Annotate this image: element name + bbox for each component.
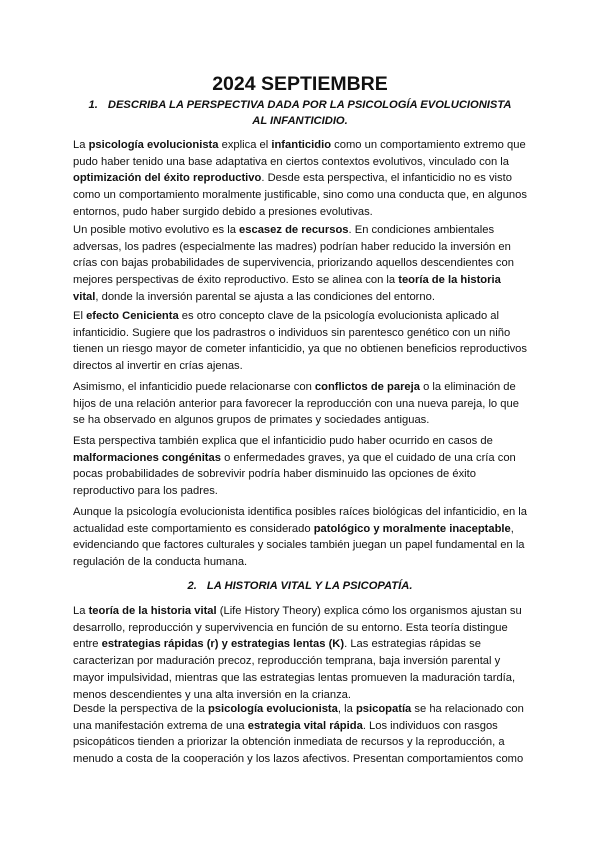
paragraph-3 — [73, 308, 527, 375]
text: Desde la perspectiva de la — [73, 703, 208, 715]
paragraph-5 — [73, 433, 527, 500]
text: La — [73, 605, 89, 617]
text: , donde la inversión parental se ajusta a las condiciones del entorno. — [95, 290, 435, 303]
text: La — [73, 139, 89, 151]
paragraph-1 — [73, 137, 527, 221]
bold-term: efecto Cenicienta — [86, 310, 179, 322]
section-1-title-part-1: DESCRIBA LA PERSPECTIVA DADA POR LA PSICOLOGÍA EVOLUCIONISTA — [107, 99, 512, 111]
bold-term: patológico y moralmente inaceptable — [313, 522, 511, 535]
page-title: 2024 SEPTIEMBRE — [212, 73, 388, 95]
text: , la — [337, 703, 356, 715]
bold-term: teoría de la historia vital — [88, 605, 217, 617]
paragraph-2 — [73, 222, 527, 306]
text: o la eliminación de hijos de una relación anterior para favorecer la reproducción con una nueva pareja, lo que se ha observado en algunos grupos de primates y sociedades antiguas. — [73, 381, 519, 427]
bold-term: estrategias rápidas (r) y estrategias lentas (K) — [101, 638, 345, 651]
text: Esta perspectiva también explica que el infanticidio pudo haber ocurrido en casos de — [73, 435, 493, 447]
text: se ha relacionado con una manifestación extrema de una — [73, 703, 524, 732]
bold-term: escasez de recursos — [239, 224, 349, 236]
text: es otro concepto clave de la psicología evolucionista aplicado al infanticidio. Sugiere que los padrastros o individuos sin parentesco genético con un niño tienen un riesgo mayor de cometer infanticidio, ya que no obtienen beneficios reproductivos directos al invertir en crías ajenas. — [73, 310, 527, 373]
section-1-heading-line-1 — [60, 97, 540, 113]
paragraph-8 — [73, 701, 527, 768]
bold-term: infanticidio — [271, 139, 332, 151]
text: Un posible motivo evolutivo es la — [73, 224, 240, 236]
section-2-number: 2. — [187, 580, 197, 592]
text: El — [73, 310, 87, 322]
text: . En condiciones ambientales adversas, los padres (especialmente las madres) podrían haber reducido la inversión en crías con bajas probabilidades de supervivencia, priorizando aquellos descendientes con mejores perspectivas de éxito reproductivo. Esto se alinea con la — [73, 224, 514, 287]
paragraph-6 — [73, 504, 527, 571]
bold-term: malformaciones congénitas — [73, 451, 221, 464]
bold-term: estrategia vital rápida — [247, 719, 363, 732]
section-1-number: 1. — [88, 99, 98, 111]
text: . Desde esta perspectiva, el infanticidio no es visto como un comportamiento moralmente justificable, sino como una conducta que, en algunos entornos, pudo haber surgido debido a presiones evolutivas. — [73, 172, 527, 218]
section-2-title: LA HISTORIA VITAL Y LA PSICOPATÍA. — [206, 580, 413, 592]
section-2-heading — [60, 578, 540, 594]
paragraph-7 — [73, 603, 527, 703]
section-1-title-part-2: AL INFANTICIDIO. — [252, 115, 348, 127]
paragraph-4 — [73, 379, 527, 429]
bold-term: teoría de la historia vital — [73, 274, 501, 303]
text: o enfermedades graves, ya que el cuidado de una cría con pocas probabilidades de sobrevivir podría haber disminuido las opciones de éxito reproductivo para los padres. — [73, 451, 516, 498]
section-1-heading — [60, 97, 540, 129]
text: . Las estrategias rápidas se caracterizan por maduración precoz, reproducción temprana, baja inversión parental y mayor impulsividad, mientras que las estrategias lentas promueven la maduración tardía, menos descendientes y una alta inversión en la crianza. — [73, 638, 516, 701]
text: Asimismo, el infanticidio puede relacionarse con — [73, 381, 315, 393]
bold-term: psicología evolucionista — [207, 703, 338, 715]
text: , evidenciando que factores culturales y sociales también juegan un papel fundamental en la regulación de la conducta humana. — [73, 522, 525, 569]
text: como un comportamiento extremo que pudo haber tenido una base adaptativa en ciertos contextos evolutivos, vinculado con la — [73, 139, 526, 168]
text: Aunque la psicología evolucionista identifica posibles raíces biológicas del infanticidio, en la actualidad este comportamiento es considerado — [73, 506, 527, 535]
text: explica el — [218, 139, 272, 151]
bold-term: psicología evolucionista — [88, 139, 219, 151]
text: . Los individuos con rasgos psicopáticos tienden a priorizar la obtención inmediata de recursos y la reproducción, a menudo a costa de la cooperación y los lazos afectivos. Presentan comportamientos como — [73, 719, 524, 766]
bold-term: psicopatía — [355, 703, 412, 715]
bold-term: optimización del éxito reproductivo — [73, 172, 262, 185]
bold-term: conflictos de pareja — [314, 381, 420, 393]
text: (Life History Theory) explica cómo los organismos ajustan su desarrollo, reproducción y supervivencia en función de su entorno. Esta teoría distingue entre — [73, 605, 522, 651]
